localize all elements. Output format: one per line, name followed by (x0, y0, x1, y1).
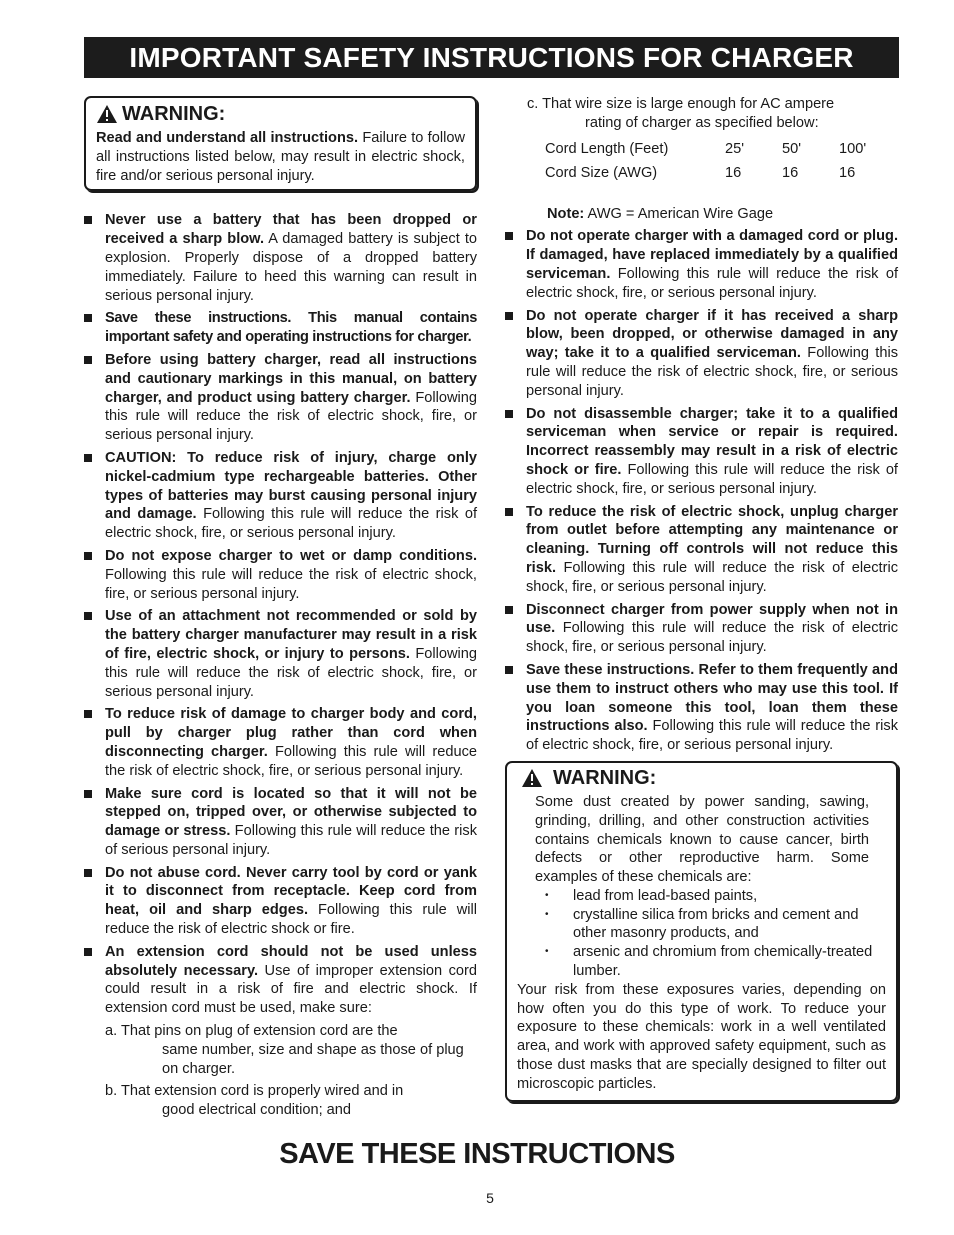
right-column (505, 95, 898, 1102)
dust-intro: Some dust created by power sanding, sawing, grinding, drilling, and other construction activities contains chemicals known to cause cancer, birth defects or other reproductive harm. Some examples of these chemicals are: (535, 793, 869, 886)
list-item: • arsenic and chromium from chemically-treated lumber. (563, 943, 886, 981)
dust-tail: Your risk from these exposures varies, depending on how often you do this type of work. To reduce your exposure to these chemicals: work in a well ventilated area, and work with approved safety equipment, such as those dust masks that are specially designed to filter out microscopic particles. (517, 981, 886, 1092)
warning-heading: WARNING: (96, 101, 465, 127)
warning-heading: WARNING: (517, 765, 886, 791)
warning-text: Read and understand all instructions. Failure to follow all instructions listed below, may result in electric shock, fire and/or serious personal injury. (96, 130, 465, 184)
rule-item: Do not operate charger if it has received a sharp blow, been dropped, or otherwise damaged in any way; take it to a qualified serviceman. Following this rule will reduce the risk of electric shock, fire, or serious personal injury. (505, 307, 898, 401)
condition-b: b. That extension cord is properly wired and in good electrical condition; and (105, 1083, 404, 1119)
rule-item: An extension cord should not be used unless absolutely necessary. Use of improper extension cord could result in a risk of fire and electric shock. If extension cord must be used, make sure: (84, 943, 477, 1018)
rule-item: CAUTION: To reduce risk of injury, charge only nickel-cadmium type rechargeable batteries. Other types of batteries may burst causing personal injury and damage. Following this rule will reduce the risk of electric shock, fire, or serious personal injury. (84, 449, 477, 543)
warning-box-dust (505, 761, 898, 1102)
bullet-square-icon (505, 666, 513, 674)
left-rules-list (84, 211, 477, 1018)
bullet-square-icon (505, 232, 513, 240)
bullet-square-icon (84, 948, 92, 956)
bullet-square-icon (84, 869, 92, 877)
extension-conditions (84, 1022, 477, 1120)
bullet-square-icon (84, 710, 92, 718)
page-number: 5 (486, 1190, 494, 1206)
awg-note: Note: AWG = American Wire Gage (547, 205, 774, 222)
rule-item: To reduce the risk of electric shock, unplug charger from outlet before attempting any maintenance or cleaning. Turning off controls will not reduce this risk. Following this rule will reduce the risk of electric shock, fire, or serious personal injury. (505, 503, 898, 597)
save-instructions-heading: SAVE THESE INSTRUCTIONS (279, 1138, 675, 1170)
rule-item: Never use a battery that has been dropped or received a sharp blow. A damaged battery is subject to explosion. Properly dispose of a dropped battery immediately. Failure to heed this warning can result in serious personal injury. (84, 211, 477, 305)
bullet-square-icon (84, 356, 92, 364)
bullet-square-icon (84, 790, 92, 798)
warning-triangle-icon (521, 768, 543, 788)
bullet-square-icon (84, 314, 92, 322)
rule-item: Make sure cord is located so that it will not be stepped on, tripped over, or otherwise subjected to damage or stress. Following this rule will reduce the risk of serious personal injury. (84, 785, 477, 860)
right-rules-list (505, 227, 898, 755)
rule-item: Do not abuse cord. Never carry tool by cord or yank it to disconnect from receptacle. Keep cord from heat, oil and sharp edges. Following this rule will reduce the risk of electric shock or fire. (84, 864, 477, 939)
bullet-square-icon (505, 606, 513, 614)
banner-title: IMPORTANT SAFETY INSTRUCTIONS FOR CHARGER (129, 41, 854, 73)
bullet-square-icon (84, 612, 92, 620)
bullet-square-icon (84, 216, 92, 224)
table-row: Cord Length (Feet) 25' 50' 100' (545, 140, 867, 157)
rule-item: Do not disassemble charger; take it to a qualified serviceman when service or repair is required. Incorrect reassembly may result in a risk of electric shock or fire. Following this rule will reduce the risk of electric shock, fire, or serious personal injury. (505, 405, 898, 499)
bullet-square-icon (505, 312, 513, 320)
rule-item: Disconnect charger from power supply when not in use. Following this rule will reduce the risk of electric shock, fire, or serious personal injury. (505, 601, 898, 657)
condition-a: a. That pins on plug of extension cord are the same number, size and shape as those of plug on charger. (105, 1023, 464, 1077)
bullet-square-icon (505, 410, 513, 418)
bullet-square-icon (84, 454, 92, 462)
list-item: • crystalline silica from bricks and cement and other masonry products, and (563, 906, 886, 944)
rule-item: Save these instructions. Refer to them frequently and use them to instruct others who may use this tool. If you loan someone this tool, loan them these instructions also. Following this rule will reduce the risk of electric shock, fire, or serious personal injury. (505, 661, 898, 755)
table-row: Cord Size (AWG) 16 16 16 (545, 164, 856, 181)
bullet-square-icon (84, 552, 92, 560)
list-item: • lead from lead-based paints, (563, 887, 886, 906)
rule-item: To reduce risk of damage to charger body and cord, pull by charger plug rather than cord when disconnecting charger. Following this rule will reduce the risk of electric shock, fire, or serious personal injury. (84, 705, 477, 780)
warning-box-top (84, 96, 477, 191)
rule-item: Do not operate charger with a damaged cord or plug. If damaged, have replaced immediately by a qualified serviceman. Following this rule will reduce the risk of electric shock, fire, or serious personal injury. (505, 227, 898, 302)
chemicals-list (517, 887, 886, 981)
condition-c: c. That wire size is large enough for AC ampere rating of charger as specified below: (527, 96, 835, 131)
bullet-square-icon (505, 508, 513, 516)
rule-item: Do not expose charger to wet or damp conditions. Following this rule will reduce the risk of electric shock, fire, or serious personal injury. (84, 547, 477, 603)
cord-table (545, 137, 896, 185)
page-banner (84, 37, 899, 78)
warning-triangle-icon (96, 104, 118, 124)
rule-item: Use of an attachment not recommended or sold by the battery charger manufacturer may result in a risk of fire, electric shock, or injury to persons. Following this rule will reduce the risk of electric shock, fire, or serious personal injury. (84, 607, 477, 701)
left-column (84, 96, 477, 1124)
rule-item: Before using battery charger, read all instructions and cautionary markings in this manual, on battery charger, and product using battery charger. Following this rule will reduce the risk of electric shock, fire, or serious personal injury. (84, 351, 477, 445)
rule-item: Save these instructions. This manual contains important safety and operating instructions for charger. (84, 309, 477, 347)
